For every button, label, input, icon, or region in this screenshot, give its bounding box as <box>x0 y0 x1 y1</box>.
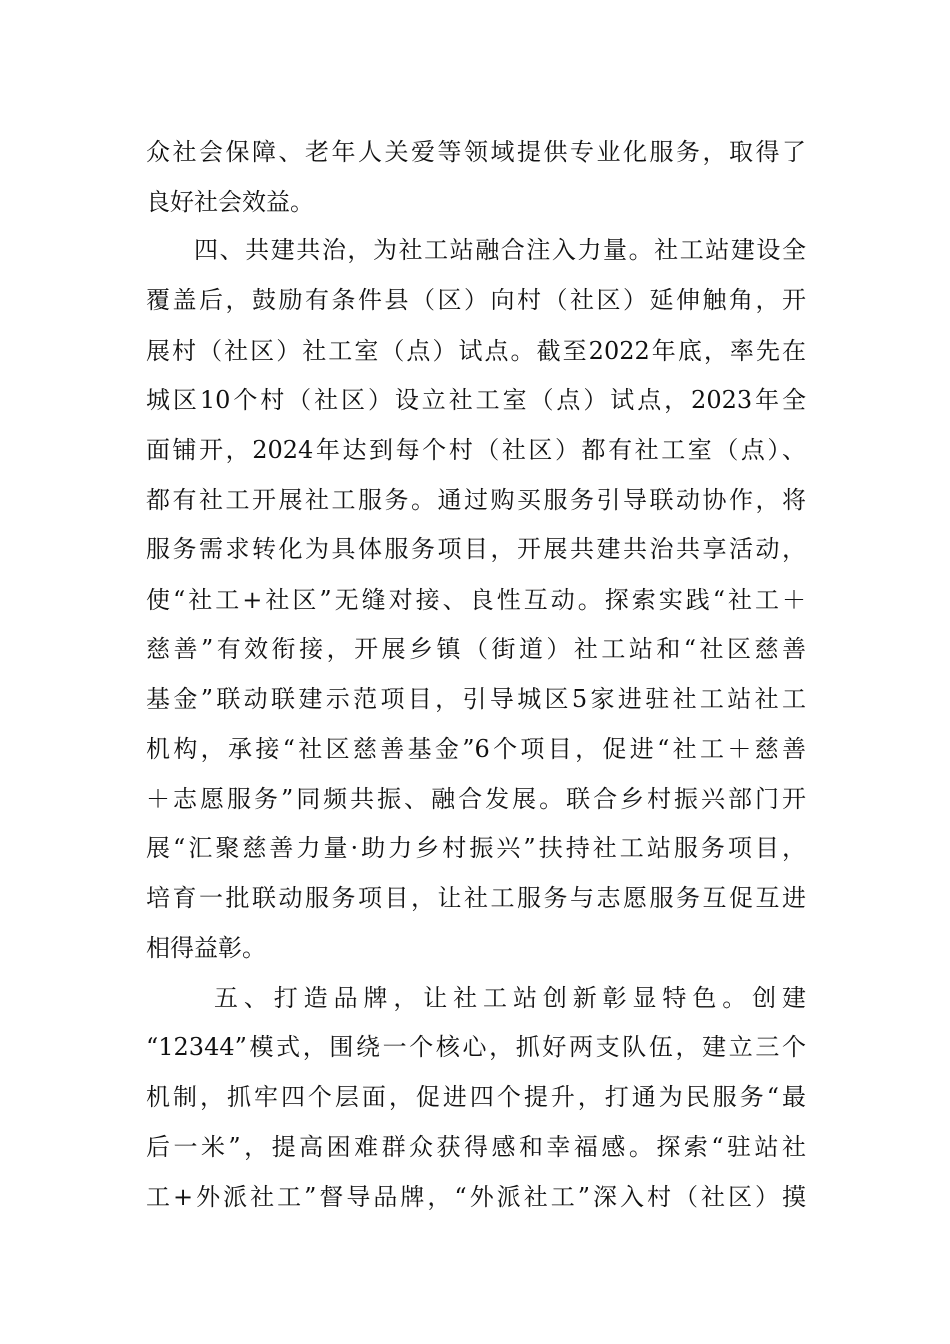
paragraph-heading-4: 四、共建共治，为社工站融合注入力量。社工站建设全 <box>194 236 806 264</box>
text-line: 基金”联动联建示范项目，引导城区5家进驻社工站社工 <box>146 685 806 713</box>
text-line: 面铺开，2024年达到每个村（社区）都有社工室（点）、 <box>146 436 806 464</box>
text-line: 培育一批联动服务项目，让社工服务与志愿服务互促互进 <box>146 884 806 912</box>
text-line: 相得益彰。 <box>146 934 266 962</box>
text-line: 服务需求转化为具体服务项目，开展共建共治共享活动， <box>146 535 806 563</box>
text-line: 机制，抓牢四个层面，促进四个提升，打通为民服务“最 <box>146 1083 806 1111</box>
text-line: 众社会保障、老年人关爱等领域提供专业化服务，取得了 <box>146 138 806 166</box>
text-line: 展村（社区）社工室（点）试点。截至2022年底，率先在 <box>146 337 806 365</box>
text-line: 使“社工+社区”无缝对接、良性互动。探索实践“社工＋ <box>146 586 806 614</box>
text-line: 城区10个村（社区）设立社工室（点）试点，2023年全 <box>146 386 806 414</box>
text-line: 后一米”，提高困难群众获得感和幸福感。探索“驻站社 <box>146 1133 806 1161</box>
text-line: “12344”模式，围绕一个核心，抓好两支队伍，建立三个 <box>146 1033 806 1061</box>
text-line: 展“汇聚慈善力量·助力乡村振兴”扶持社工站服务项目， <box>146 834 806 862</box>
text-line: 都有社工开展社工服务。通过购买服务引导联动协作，将 <box>146 486 806 514</box>
paragraph-heading-5: 五、打造品牌，让社工站创新彰显特色。创建 <box>214 984 806 1012</box>
text-line: ＋志愿服务”同频共振、融合发展。联合乡村振兴部门开 <box>146 785 806 813</box>
text-line: 机构，承接“社区慈善基金”6个项目，促进“社工＋慈善 <box>146 735 806 763</box>
text-line: 慈善”有效衔接，开展乡镇（街道）社工站和“社区慈善 <box>146 635 806 663</box>
text-line: 良好社会效益。 <box>146 188 314 216</box>
text-line: 覆盖后，鼓励有条件县（区）向村（社区）延伸触角，开 <box>146 286 806 314</box>
text-line: 工+外派社工”督导品牌，“外派社工”深入村（社区）摸 <box>146 1183 806 1211</box>
